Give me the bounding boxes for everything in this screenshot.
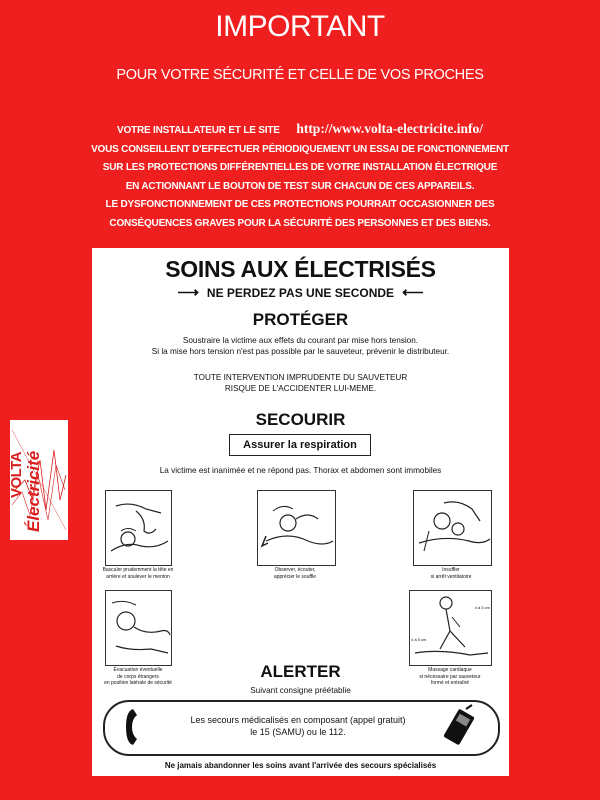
bottom-warning: Ne jamais abandonner les soins avant l'arrivée des secours spécialisés [164,761,437,770]
proteger-warning [92,372,509,394]
notice-block [60,120,540,233]
caption-2 [254,567,336,580]
notice-line-5: LE DYSFONCTIONNEMENT DE CES PROTECTIONS POURRAIT OCCASIONNER DES [105,199,495,210]
secourir-heading: SECOURIR [255,410,346,429]
spacing-label: 4 à 5 cm [411,637,427,642]
notice-line-6: CONSÉQUENCES GRAVES POUR LA SÉCURITÉ DES PERSONNES ET DES BIENS. [109,217,491,229]
proteger-text [92,335,509,357]
warning-line-1: TOUTE INTERVENTION IMPRUDENTE DU SAUVETEUR [193,373,408,382]
figure-head-tilt [105,490,172,566]
tagline-text: NE PERDEZ PAS UNE SECONDE [206,285,395,300]
alerter-heading: ALERTER [260,662,341,681]
warning-line-2: RISQUE DE L'ACCIDENTER LUI-MEME. [224,384,377,393]
caption-2-line-1: Observer, écouter, [274,567,316,573]
arrow-left-icon: ⟵ [402,284,424,301]
respiration-box: Assurer la respiration [229,434,371,456]
caption-5-line-1: Massage cardiaque [428,667,472,673]
figure-cardiac-massage [409,590,492,666]
mobile-phone-icon [444,707,480,747]
logo-text-electricite: Électricité [24,450,43,532]
caption-1-line-2: arrière et soulever le menton [106,573,170,580]
logo-text-volta: VOLTA [8,451,25,498]
caption-5-line-2: si nécessaire par sauveteur [419,673,481,680]
poster-title: SOINS AUX ÉLECTRISÉS [165,256,436,282]
volta-logo [10,420,68,540]
first-aid-poster [92,248,509,776]
head-tilt-illustration [106,491,171,565]
caption-4-line-2: de corps étrangers [117,673,159,680]
caption-3-line-1: Insuffler [442,567,460,573]
notice-prefix: VOTRE INSTALLATEUR ET LE SITE [116,125,280,136]
emergency-line-1: Les secours médicalisés en composant (appel gratuit) [190,715,406,725]
emergency-line-2: le 15 (SAMU) ou le 112. [250,727,346,737]
caption-2-line-2: apprécier le souffle [273,573,317,580]
caption-4-line-3: en position latérale de sécurité [104,680,172,686]
cardiac-massage-illustration [410,591,491,665]
insufflate-illustration [414,491,491,565]
emergency-call-box [103,700,500,756]
figure-observe-breath [257,490,336,566]
poster-tagline [92,285,509,300]
proteger-heading: PROTÉGER [252,310,349,329]
caption-4-line-1: Évacuation éventuelle [113,667,163,673]
caption-5-line-3: formé et entraîné [430,680,470,686]
notice-line-4: EN ACTIONNANT LE BOUTON DE TEST SUR CHACUN DE CES APPAREILS. [125,180,475,192]
lateral-position-illustration [106,591,171,665]
alerter-sub: Suivant consigne préétablie [250,686,351,695]
figure-insufflate [413,490,492,566]
proteger-line-2: Si la mise hors tension n'est pas possible par le sauveteur, prévenir le distributeur. [151,347,450,356]
proteger-line-1: Soustraire la victime aux effets du courant par mise hors tension. [182,336,419,345]
site-url-link[interactable]: http://www.volta-electricite.info/ [296,121,484,136]
observe-illustration [258,491,335,565]
page-subtitle: POUR VOTRE SÉCURITÉ ET CELLE DE VOS PROCHES [116,67,484,83]
caption-1-line-1: Basculer prudemment la tête en [102,567,174,573]
notice-line-1 [60,120,540,141]
emergency-text [173,714,423,738]
notice-line-2: VOUS CONSEILLENT D'EFFECTUER PÉRIODIQUEMENT UN ESSAI DE FONCTIONNEMENT [91,143,509,155]
phone-handset-icon [123,705,153,749]
secourir-desc: La victime est inanimée et ne répond pas. Thorax et abdomen sont immobiles [159,466,442,475]
notice-line-3: SUR LES PROTECTIONS DIFFÉRENTIELLES DE VOTRE INSTALLATION ÉLECTRIQUE [102,162,498,173]
caption-3-line-2: si arrêt ventilatoire [430,573,472,580]
caption-3 [410,567,492,580]
caption-1 [97,567,179,580]
figure-lateral-position [105,590,172,666]
page-title: IMPORTANT [215,10,385,43]
arrow-right-icon: ⟶ [177,284,199,301]
depth-label: 4 à 5 cm [474,605,490,610]
